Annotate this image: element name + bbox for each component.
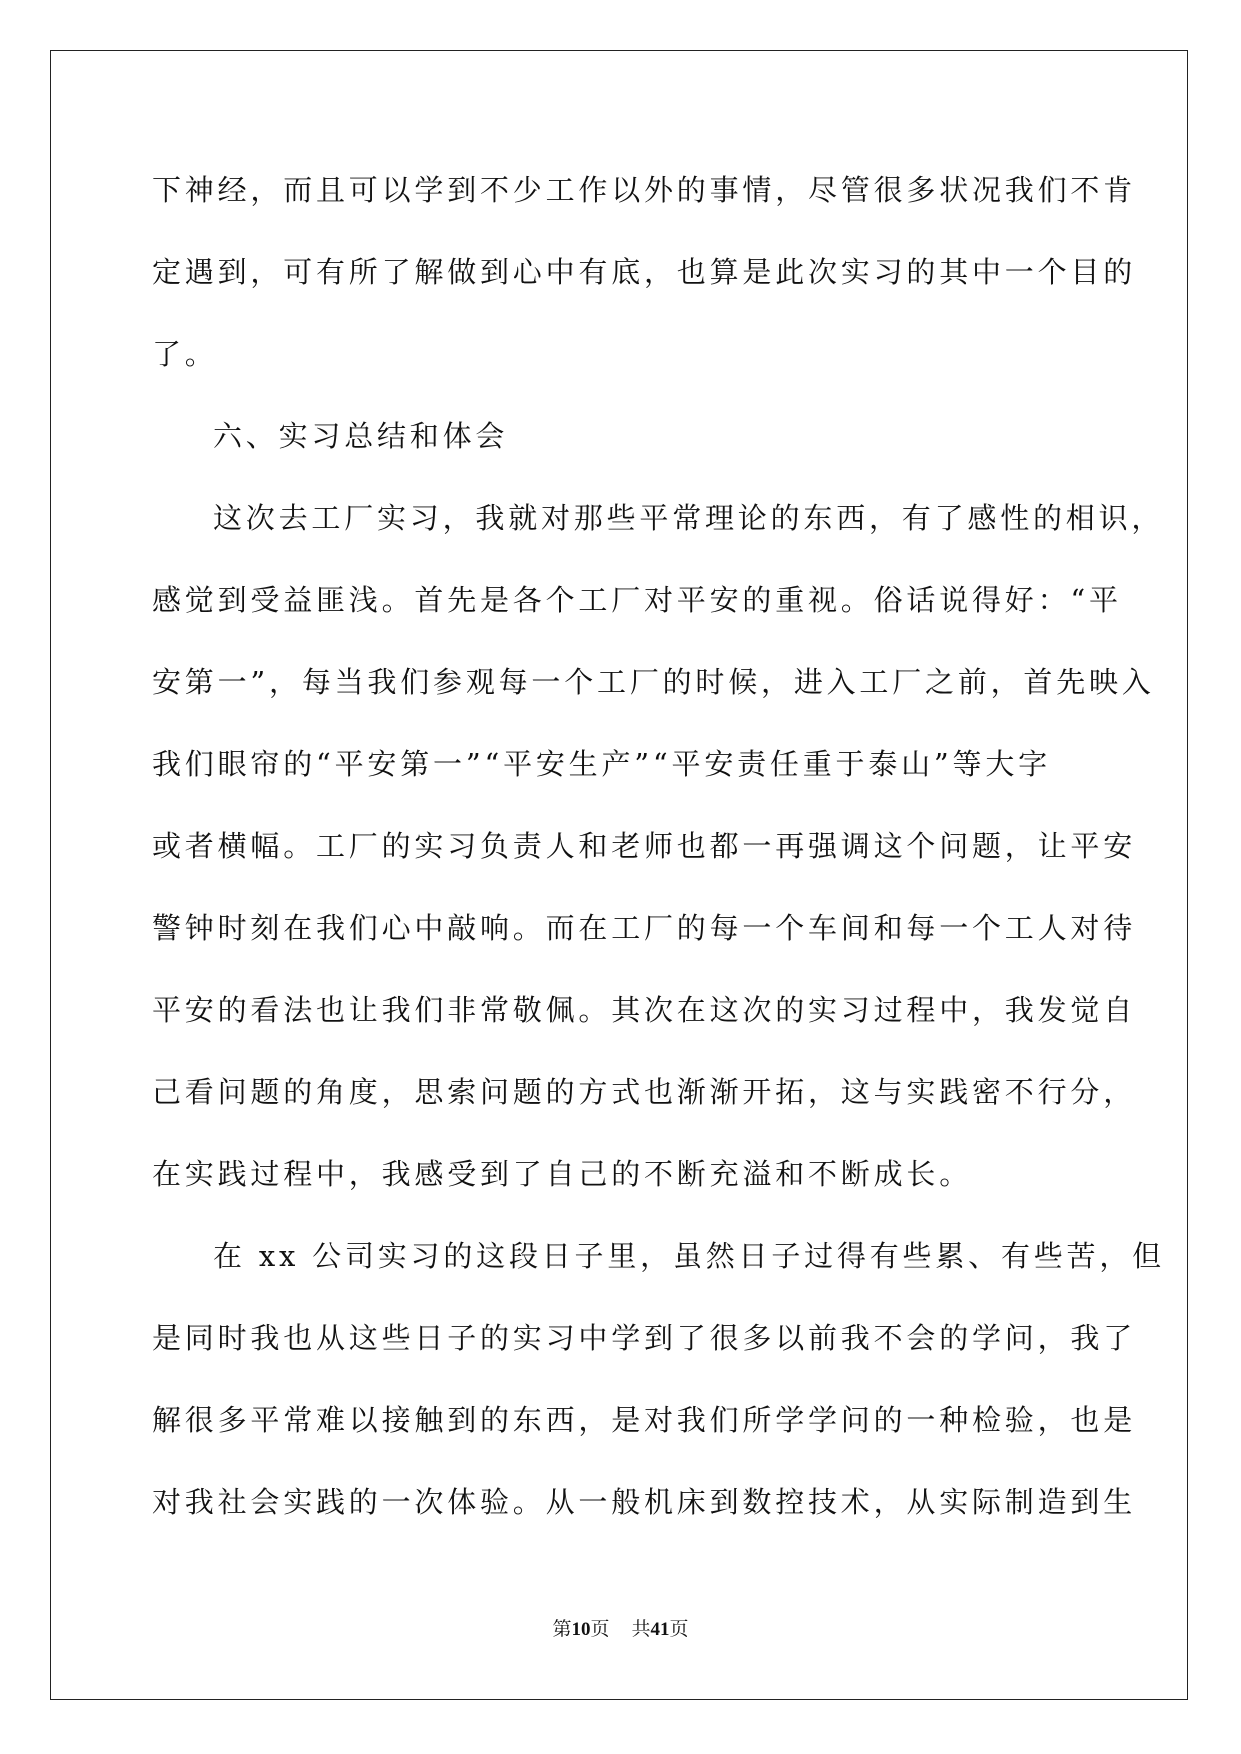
text-line: 在 xx 公司实习的这段日子里，虽然日子过得有些累、有些苦，但 (213, 1239, 1165, 1273)
text-line: 对我社会实践的一次体验。从一般机床到数控技术，从实际制造到生 (152, 1485, 1137, 1519)
text-line: 或者横幅。工厂的实习负责人和老师也都一再强调这个问题，让平安 (152, 829, 1137, 863)
total-prefix: 共 (631, 1619, 651, 1640)
page-suffix: 页 (590, 1619, 610, 1640)
text-line: 在实践过程中，我感受到了自己的不断充溢和不断成长。 (152, 1157, 973, 1191)
text-line: 是同时我也从这些日子的实习中学到了很多以前我不会的学问，我了 (152, 1321, 1137, 1355)
text-line: 己看问题的角度，思索问题的方式也渐渐开拓，这与实践密不行分， (152, 1075, 1137, 1109)
page-footer (0, 1614, 1241, 1641)
text-line: 下神经，而且可以学到不少工作以外的事情，尽管很多状况我们不肯 (152, 173, 1137, 207)
text-line: 感觉到受益匪浅。首先是各个工厂对平安的重视。俗话说得好：“平 (152, 583, 1122, 617)
page-prefix: 第 (552, 1619, 572, 1640)
text-line: 警钟时刻在我们心中敲响。而在工厂的每一个车间和每一个工人对待 (152, 911, 1137, 945)
text-line: 我们眼帘的“平安第一”“平安生产”“平安责任重于泰山”等大字 (152, 747, 1051, 781)
total-suffix: 页 (669, 1619, 689, 1640)
text-line: 了。 (152, 337, 218, 371)
current-page-number: 10 (571, 1619, 591, 1640)
page-border (50, 50, 1188, 1700)
section-heading: 六、实习总结和体会 (213, 419, 509, 453)
text-line: 平安的看法也让我们非常敬佩。其次在这次的实习过程中，我发觉自 (152, 993, 1137, 1027)
text-line: 定遇到，可有所了解做到心中有底，也算是此次实习的其中一个目的 (152, 255, 1137, 289)
total-page-count: 41 (650, 1619, 670, 1640)
text-line: 这次去工厂实习，我就对那些平常理论的东西，有了感性的相识， (213, 501, 1165, 535)
text-line: 解很多平常难以接触到的东西，是对我们所学学问的一种检验，也是 (152, 1403, 1137, 1437)
text-line: 安第一”，每当我们参观每一个工厂的时候，进入工厂之前，首先映入 (152, 665, 1155, 699)
